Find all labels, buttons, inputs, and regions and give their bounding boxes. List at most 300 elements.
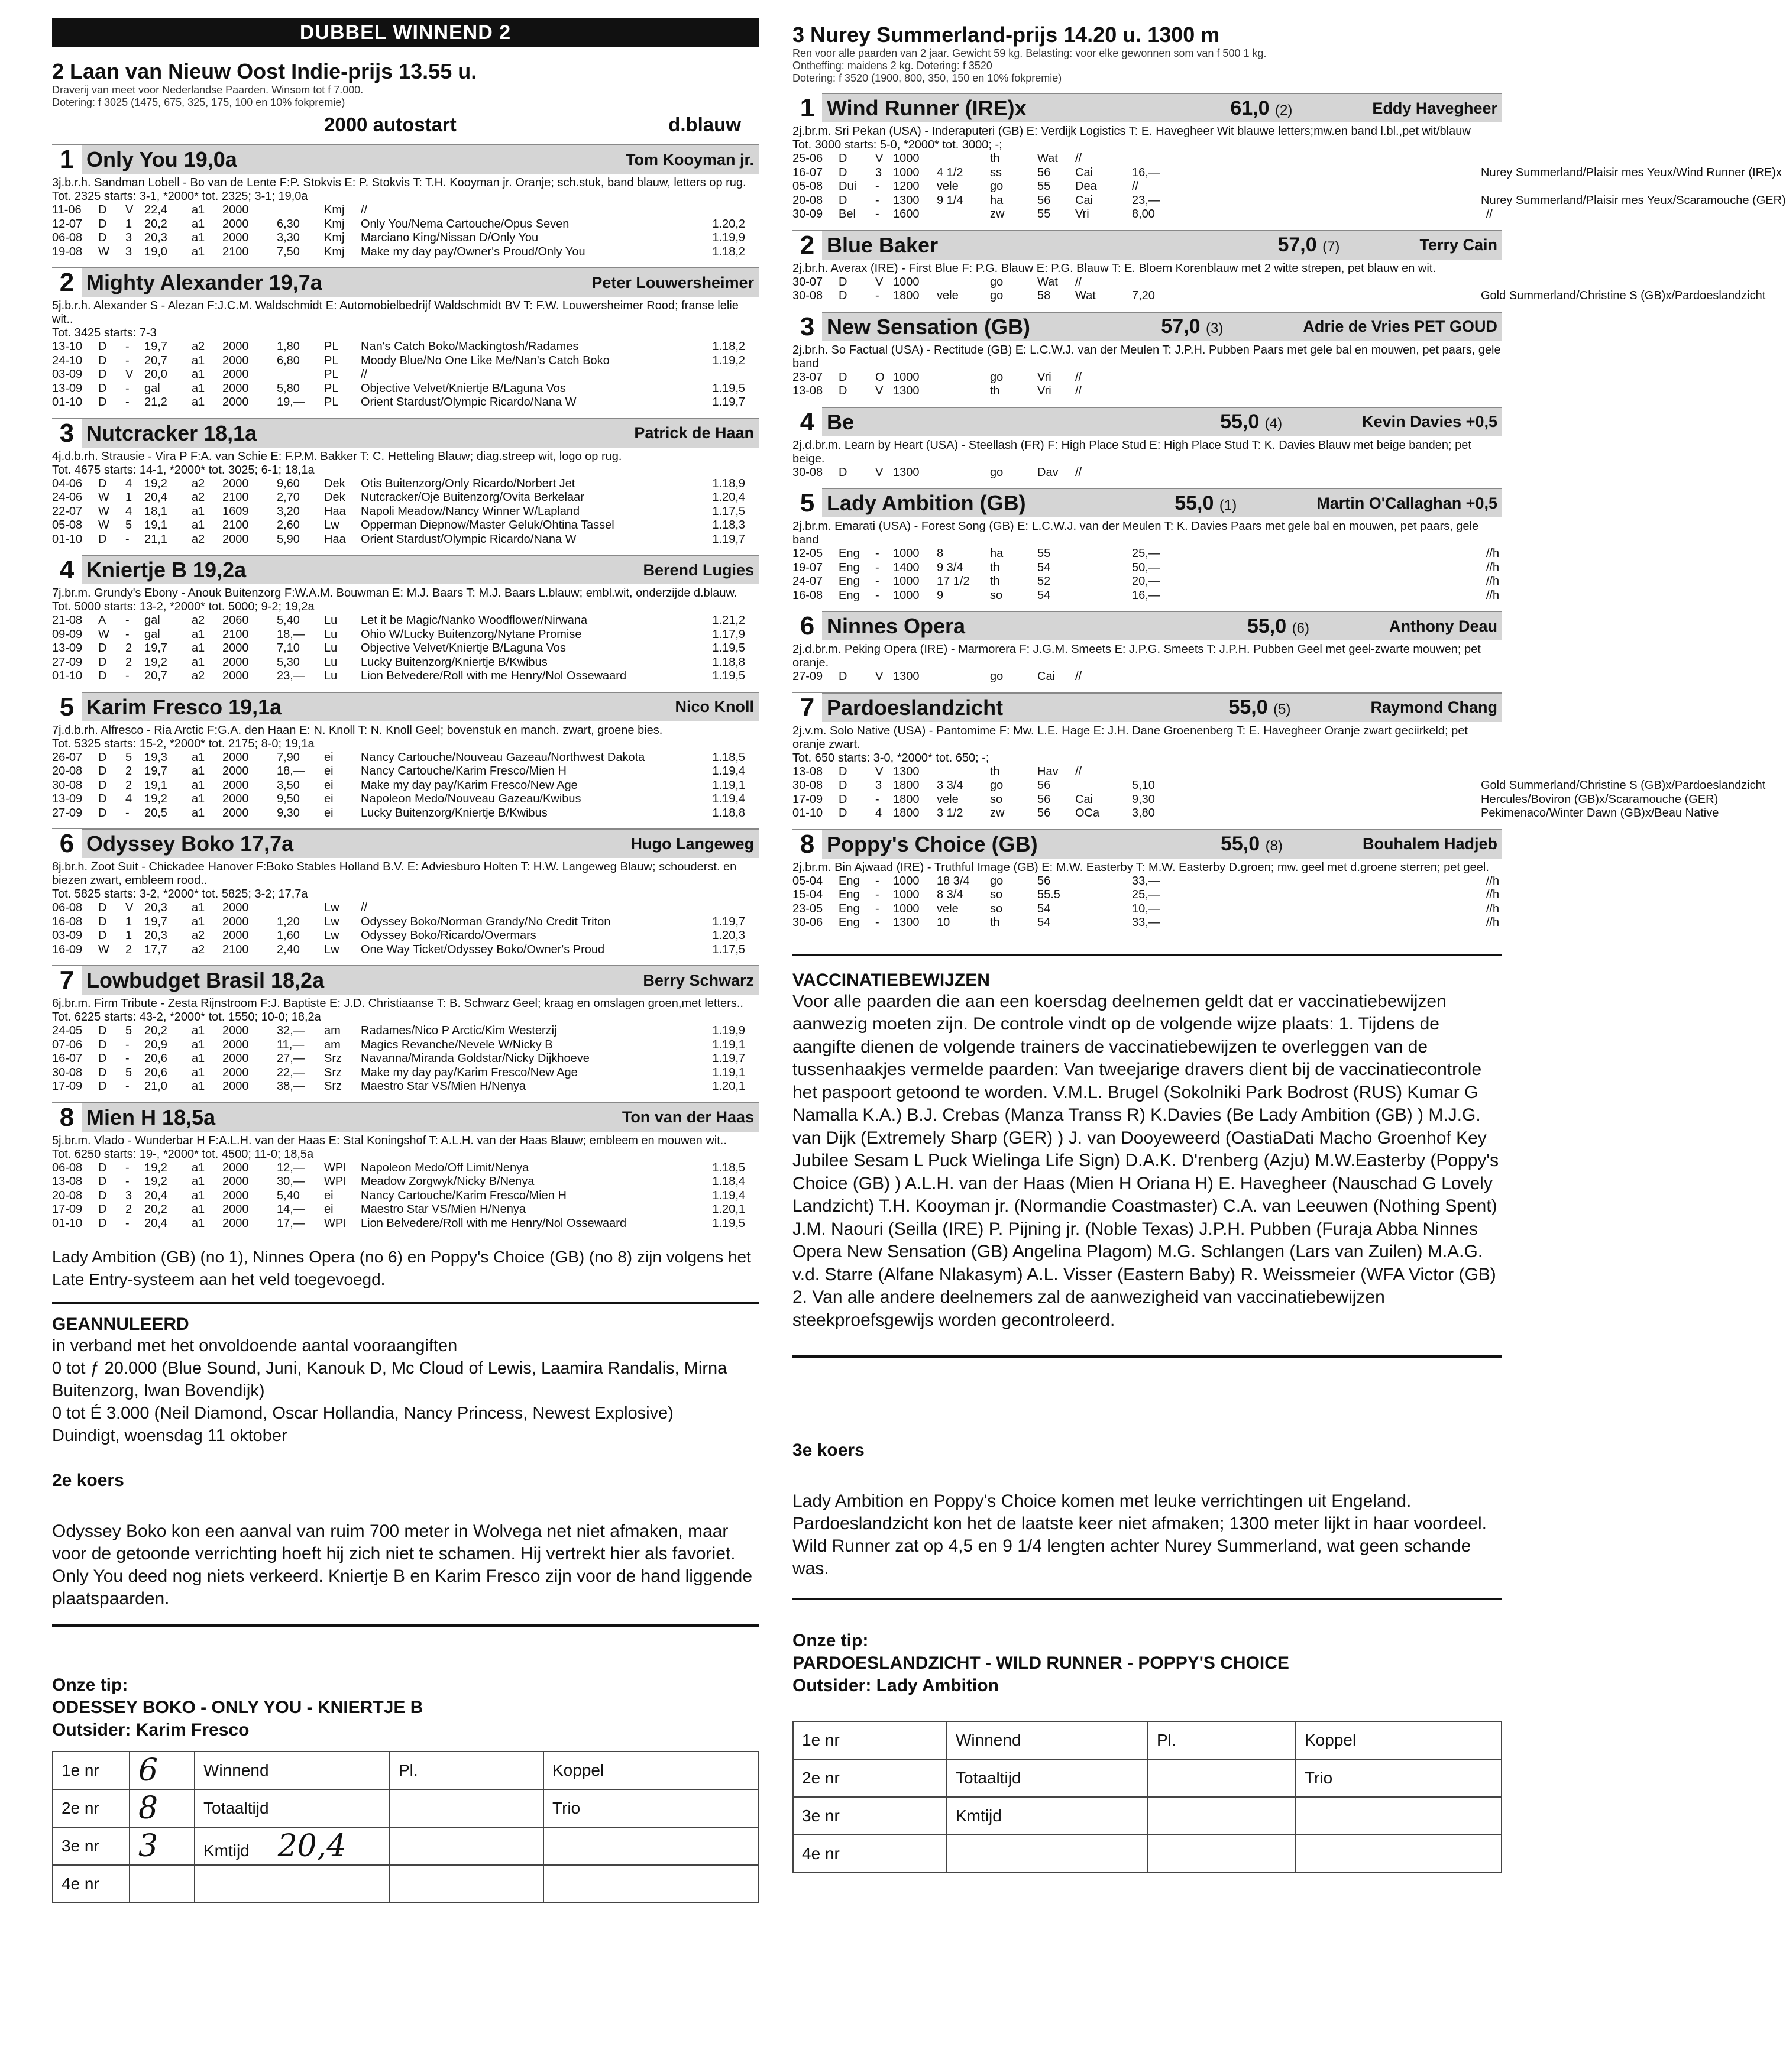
- form-cell: 20,3: [144, 901, 167, 914]
- grid-cell[interactable]: [1148, 1835, 1296, 1873]
- form-cell: 8 3/4: [937, 888, 963, 901]
- handwritten-entry[interactable]: [130, 1789, 195, 1827]
- form-cell: 19,0: [144, 245, 167, 258]
- form-row: [52, 340, 759, 354]
- form-cell: 2: [125, 655, 132, 669]
- tip-label: Onze tip:: [52, 1675, 128, 1695]
- form-cell: D: [98, 231, 107, 244]
- form-cell: 2000: [222, 368, 249, 381]
- form-cell: W: [98, 627, 109, 641]
- form-cell: 19,1: [144, 519, 167, 532]
- form-cell: 16,—: [1132, 588, 1160, 602]
- form-cell: 2000: [222, 901, 249, 914]
- form-cell: go: [990, 874, 1004, 888]
- form-cell: [692, 203, 745, 218]
- form-cell: a1: [192, 778, 205, 792]
- horse-header: [792, 230, 1502, 260]
- grid-label: 1e nr: [53, 1752, 130, 1789]
- form-cell: th: [990, 152, 1000, 165]
- form-cell: 13-08: [792, 765, 823, 778]
- form-cell: Eng: [839, 561, 860, 574]
- handwritten-entry[interactable]: [130, 1752, 195, 1789]
- form-cell: 1300: [893, 465, 920, 479]
- form-cell: 55.5: [1037, 888, 1060, 901]
- form-row: [52, 943, 759, 957]
- form-cell: 1400: [893, 561, 920, 574]
- form-cell: [1132, 765, 1481, 779]
- form-cell: D: [98, 532, 107, 546]
- form-cell: ei: [324, 1203, 334, 1216]
- grid-cell[interactable]: [390, 1827, 543, 1865]
- form-cell: V: [875, 384, 884, 397]
- form-cell: 56: [1037, 193, 1051, 207]
- form-cell: 1.18,9: [712, 477, 745, 490]
- form-row: [52, 628, 759, 642]
- horse-header: [52, 692, 759, 721]
- form-cell: 24-10: [52, 354, 83, 367]
- grid-cell[interactable]: [130, 1865, 195, 1903]
- form-cell: Gold Summerland/Christine S (GB)x/Pardoeslandzicht: [1481, 289, 1766, 302]
- form-cell: D: [98, 340, 107, 353]
- form-cell: D: [839, 807, 847, 820]
- form-cell: D: [98, 669, 107, 682]
- form-cell: Kmj: [324, 203, 345, 216]
- form-cell: 1.17,5: [712, 504, 745, 518]
- form-cell: 5: [125, 1024, 132, 1037]
- form-cell: 1.18,2: [712, 245, 745, 258]
- form-cell: 30-08: [52, 1066, 83, 1079]
- form-cell: Kmj: [324, 217, 345, 231]
- form-cell: 52: [1037, 575, 1051, 588]
- form-cell: 19,2: [144, 792, 167, 805]
- grid-label: Totaaltijd: [195, 1789, 390, 1827]
- weight-value: 55,0: [1220, 833, 1260, 855]
- form-row: [52, 477, 759, 491]
- form-cell: a1: [192, 1175, 205, 1188]
- form-cell: 20-08: [52, 765, 83, 778]
- form-cell: 32,—: [277, 1024, 305, 1037]
- form-cell: -: [125, 340, 130, 353]
- form-row: [792, 152, 1502, 166]
- form-cell: 1: [125, 915, 132, 928]
- form-cell: Pekimenaco/Winter Dawn (GB)x/Beau Native: [1481, 807, 1719, 820]
- form-cell: D: [839, 384, 847, 397]
- form-cell: [1481, 371, 1493, 385]
- form-cell: [1481, 765, 1493, 779]
- form-cell: th: [990, 916, 1000, 929]
- form-cell: Eng: [839, 902, 860, 915]
- grid-cell[interactable]: [947, 1835, 1148, 1873]
- horse-number: 2: [52, 268, 82, 297]
- form-cell: Lw: [324, 901, 339, 914]
- form-cell: 19-08: [52, 245, 83, 258]
- form-row: [792, 589, 1502, 603]
- form-cell: 1.17,9: [712, 627, 745, 641]
- form-cell: go: [990, 180, 1004, 193]
- horse-name: Lady Ambition (GB): [827, 491, 1026, 515]
- post-position: (3): [1206, 320, 1224, 336]
- form-cell: 7,10: [277, 642, 300, 655]
- horse-header: [52, 828, 759, 858]
- horse-name: Blue Baker: [827, 232, 939, 257]
- form-cell: 13-08: [52, 1175, 83, 1188]
- form-cell: 20,0: [144, 368, 167, 381]
- form-row: [52, 245, 759, 260]
- form-cell: Haa: [324, 504, 346, 518]
- form-cell: 3,50: [277, 778, 300, 792]
- form-cell: a2: [192, 477, 205, 490]
- form-row: [52, 807, 759, 821]
- koers-commentary: Lady Ambition en Poppy's Choice komen met leuke verrichtingen uit Engeland. Pardoeslandzicht kon het de laatste keer niet afmaken; 1300 meter lijkt in haar voordeel. Wild Runner zat op 4,5 en 9 1/4 lengten achter Nurey Summerland, wat geen schande was.: [792, 1491, 1487, 1578]
- form-cell: [937, 208, 990, 222]
- form-cell: a2: [192, 340, 205, 353]
- form-row: [52, 669, 759, 684]
- form-cell: 16-07: [792, 166, 823, 179]
- horse-entry: [792, 611, 1502, 684]
- horse-entry: [792, 407, 1502, 480]
- form-cell: 56: [1037, 166, 1051, 179]
- grid-cell[interactable]: [195, 1865, 390, 1903]
- form-cell: 20,2: [144, 217, 167, 231]
- horse-entry: [792, 230, 1766, 303]
- form-cell: 1.19,7: [712, 1052, 745, 1065]
- post-position: (7): [1322, 239, 1340, 255]
- form-cell: th: [990, 384, 1000, 397]
- tip-outsider: Outsider: Karim Fresco: [52, 1720, 250, 1740]
- form-cell: 30-09: [792, 208, 823, 221]
- jockey-name: Martin O'Callaghan +0,5: [1316, 494, 1497, 512]
- handwritten-number: 8: [138, 1791, 158, 1826]
- form-cell: Nan's Catch Boko/Mackingtosh/Radames: [361, 340, 579, 353]
- form-cell: 3,30: [277, 231, 300, 244]
- form-cell: Lucky Buitenzorg/Kniertje B/Kwibus: [361, 806, 548, 820]
- form-cell: -: [125, 669, 130, 682]
- grid-cell[interactable]: [543, 1827, 758, 1865]
- form-cell: 19,3: [144, 750, 167, 764]
- form-cell: Eng: [839, 888, 860, 901]
- form-cell: [937, 384, 990, 399]
- form-row: [52, 519, 759, 533]
- grid-label: 4e nr: [793, 1835, 947, 1873]
- form-cell: 1.20,4: [712, 491, 745, 504]
- handwritten-entry[interactable]: [130, 1827, 195, 1865]
- form-row: [52, 1052, 759, 1066]
- late-entry-note: Lady Ambition (GB) (no 1), Ninnes Opera (no 6) en Poppy's Choice (GB) (no 8) zijn volgens het Late Entry-systeem aan het veld toegevoegd.: [52, 1248, 751, 1288]
- form-row: [52, 231, 759, 245]
- form-row: [792, 888, 1502, 902]
- form-cell: 18 3/4: [937, 874, 970, 888]
- form-cell: D: [98, 642, 107, 655]
- form-cell: Cai: [1037, 670, 1056, 683]
- form-cell: 1.20,1: [712, 1080, 745, 1093]
- start-info: [52, 109, 759, 136]
- form-cell: so: [990, 902, 1003, 915]
- form-row: [52, 1217, 759, 1231]
- form-cell: Make my day pay/Karim Fresco/New Age: [361, 1066, 578, 1079]
- form-cell: Vri: [1037, 384, 1051, 397]
- form-row: [52, 396, 759, 410]
- form-cell: 2000: [222, 381, 249, 395]
- horse-number: 8: [52, 1103, 82, 1132]
- form-cell: Lu: [324, 669, 338, 682]
- form-cell: [1075, 561, 1132, 575]
- form-cell: 1.19,9: [712, 231, 745, 244]
- form-cell: a1: [192, 1161, 205, 1174]
- cancelled-line: Duindigt, woensdag 11 oktober: [52, 1426, 287, 1445]
- form-cell: Lu: [324, 614, 338, 627]
- horse-entry: [52, 267, 759, 410]
- form-cell: 2000: [222, 354, 249, 367]
- horse-stats: Tot. 650 starts: 3-0, *2000* tot. 650; -;: [792, 751, 989, 765]
- form-cell: W: [98, 519, 109, 532]
- horse-number: 4: [52, 555, 82, 585]
- form-cell: 1.19,1: [712, 1066, 745, 1079]
- form-cell: 54: [1037, 916, 1051, 929]
- form-cell: 2000: [222, 778, 249, 792]
- form-cell: D: [98, 750, 107, 764]
- form-cell: th: [990, 765, 1000, 778]
- form-cell: 1.20,1: [712, 1203, 745, 1216]
- form-cell: 19,2: [144, 1161, 167, 1174]
- horse-name: Only You 19,0a: [86, 147, 237, 171]
- grid-cell[interactable]: [543, 1865, 758, 1903]
- form-cell: Odyssey Boko/Norman Grandy/No Credit Triton: [361, 915, 611, 928]
- form-row: [792, 180, 1502, 194]
- jockey-name: Berry Schwarz: [643, 971, 754, 989]
- form-cell: 22,—: [277, 1066, 305, 1079]
- weight-value: 55,0: [1247, 614, 1287, 637]
- form-cell: 20,9: [144, 1038, 167, 1051]
- form-cell: 20,3: [144, 929, 167, 942]
- form-row: [52, 779, 759, 793]
- form-cell: [277, 203, 324, 218]
- form-cell: 27-09: [52, 655, 83, 669]
- grid-cell[interactable]: [1148, 1759, 1296, 1797]
- grid-cell[interactable]: [390, 1789, 543, 1827]
- form-cell: Orient Stardust/Olympic Ricardo/Nana W: [361, 396, 577, 409]
- form-cell: -: [875, 575, 879, 588]
- horse-entry: [52, 144, 759, 259]
- form-cell: D: [98, 806, 107, 820]
- form-cell: 19,1: [144, 778, 167, 792]
- form-cell: -: [875, 888, 879, 901]
- form-cell: //: [1075, 765, 1082, 778]
- form-cell: a1: [192, 750, 205, 764]
- form-cell: 1.19,5: [712, 1216, 745, 1230]
- form-cell: 2000: [222, 642, 249, 655]
- form-cell: Dui: [839, 180, 857, 193]
- form-cell: 1609: [222, 504, 249, 518]
- form-cell: D: [98, 929, 107, 942]
- horse-header: [792, 488, 1502, 517]
- form-cell: 19,7: [144, 340, 167, 353]
- horse-weight: [1220, 410, 1362, 433]
- form-cell: [1481, 276, 1493, 290]
- form-cell: V: [875, 275, 884, 289]
- form-cell: 23-05: [792, 902, 823, 915]
- form-cell: 09-09: [52, 627, 83, 641]
- form-row: [792, 208, 1502, 222]
- form-cell: -: [125, 1161, 130, 1174]
- form-cell: Vri: [1037, 370, 1051, 384]
- bet-grid: [792, 1721, 1502, 1873]
- form-row: [792, 276, 1502, 290]
- jockey-name: Raymond Chang: [1370, 698, 1497, 716]
- form-cell: 1.19,4: [712, 765, 745, 778]
- form-cell: PL: [324, 340, 339, 353]
- form-cell: 1.18,5: [712, 1161, 745, 1174]
- form-row: [52, 1161, 759, 1176]
- horse-number: 2: [792, 231, 822, 260]
- form-cell: 20,2: [144, 1024, 167, 1037]
- form-cell: 1800: [893, 289, 920, 302]
- jockey-name: Terry Cain: [1419, 236, 1497, 254]
- form-cell: Maestro Star VS/Mien H/Nenya: [361, 1080, 526, 1093]
- cancelled-title: GEANNULEERD: [52, 1315, 189, 1334]
- grid-label: 3e nr: [793, 1797, 947, 1835]
- form-row: [52, 382, 759, 396]
- horse-entry: [792, 312, 1502, 399]
- left-column: [52, 18, 759, 1903]
- form-cell: 07-06: [52, 1038, 83, 1051]
- form-cell: a1: [192, 217, 205, 231]
- form-cell: 16-08: [792, 588, 823, 602]
- vaccination-text: Voor alle paarden die aan een koersdag deelnemen geldt dat er vaccinatiebewijzen aanwezig moeten zijn. De controle vindt op de volgende wijze plaats: 1. Tijdens de aangifte dienen de volgende trainers de vaccinatiebewijzen te overleggen van de tussenhaakjes vermelde paarden: Van tweejarige dravers dient bij de vaccinatiecontrole het paspoort getoond te worden. V.M.L. Brugel (Sokolniki Park Bodrost (RUS) Kumar G Namalla K.A.) B.J. Crebas (Manza Transs R) K.Davies (Be Lady Ambition (GB) ) M.J.G. van Dijk (Extremely Sharp (GER) ) J. van Dooyeweerd (OastiaDati Macho Groenhof Key Jubilee Sesam L Puck Wielinga Life Sign) D.A.K. D'renberg (Azju) M.W.Easterby (Poppy's Choice (GB) ) A.L.H. van der Haas (Mien H Oriana H) E. Havegheer (Nauschad G Lovely Landzicht) T.H. Kooyman jr. (Normandie Coastmaster) C.A. van Leeuwen (Nothing Spent) J.M. Naouri (Seilla (IRE) P. Pijning jr. (Noble Texas) J.P.H. Pubben (Furaja Abba Ninnes Opera New Sensation (GB) Angelina Plagom) M.G. Schlangen (Lars van Zuilen) M.A.G. v.d. Starre (Alfane Nlakasym) A.L. Visser (Eastern Baby) R. Weissmeier (WFA Victor (GB) 2. Van alle andere deelnemers zal de aanwezigheid van vaccinatiebewijzen steekproefsgewijs worden gecontroleerd.: [792, 991, 1499, 1330]
- form-cell: //: [1486, 561, 1493, 574]
- form-cell: h: [1493, 547, 1500, 560]
- form-cell: 1.19,5: [712, 669, 745, 682]
- form-cell: W: [98, 504, 109, 518]
- grid-cell[interactable]: [1148, 1797, 1296, 1835]
- form-cell: 1,60: [277, 929, 300, 942]
- form-cell: 58: [1037, 289, 1051, 302]
- horse-entry: [52, 828, 759, 957]
- form-cell: //: [1486, 547, 1493, 560]
- grid-label: Pl.: [390, 1752, 543, 1789]
- form-cell: a2: [192, 929, 205, 942]
- horse-pedigree: 7j.d.b.rh. Alfresco - Ria Arctic F:G.A. den Haan E: N. Knoll T: N. Knoll Geel; bovenstuk en manch. zwart, groene bies.: [52, 723, 663, 737]
- form-cell: ss: [990, 166, 1002, 179]
- form-row: [52, 614, 759, 628]
- grid-label: Kmtijd: [947, 1797, 1148, 1835]
- form-cell: 1000: [893, 547, 920, 560]
- form-row: [52, 656, 759, 670]
- form-cell: 1000: [893, 902, 920, 915]
- form-cell: WPI: [324, 1175, 347, 1188]
- form-cell: 24-05: [52, 1024, 83, 1037]
- form-cell: Magics Revanche/Nevele W/Nicky B: [361, 1038, 553, 1051]
- form-cell: 1.19,7: [712, 532, 745, 546]
- form-cell: 5,40: [277, 614, 300, 627]
- form-cell: -: [125, 1038, 130, 1051]
- form-cell: //: [1075, 384, 1082, 397]
- form-cell: [1075, 547, 1132, 561]
- form-cell: [937, 765, 990, 779]
- form-cell: 1600: [893, 208, 920, 221]
- form-cell: D: [98, 1024, 107, 1037]
- form-cell: 1.18,2: [712, 340, 745, 353]
- divider: [792, 954, 1502, 956]
- form-cell: 1.21,2: [712, 614, 745, 627]
- horse-entry: [792, 692, 1766, 821]
- form-cell: 2100: [222, 943, 249, 956]
- form-cell: D: [98, 1080, 107, 1093]
- form-cell: //: [1486, 888, 1493, 901]
- grid-cell[interactable]: [1296, 1797, 1502, 1835]
- race-exemption: Ontheffing: maidens 2 kg. Dotering: f 3520: [792, 60, 992, 72]
- form-cell: 20,6: [144, 1052, 167, 1065]
- horse-pedigree: 8j.br.h. Zoot Suit - Chickadee Hanover F:Boko Stables Holland B.V. E: Adviesburo Holten T: H.W. Langeweg Blauw; schouderst. en biezen zwart, embleem rood..: [52, 860, 737, 887]
- form-cell: D: [98, 1203, 107, 1216]
- form-cell: D: [839, 792, 847, 806]
- grid-cell[interactable]: [390, 1865, 543, 1903]
- form-cell: Nancy Cartouche/Nouveau Gazeau/Northwest Dakota: [361, 750, 645, 764]
- form-cell: -: [125, 1080, 130, 1093]
- form-row: [52, 491, 759, 505]
- cancelled-line: 0 tot É 3.000 (Neil Diamond, Oscar Hollandia, Nancy Princess, Newest Explosive): [52, 1404, 674, 1423]
- form-cell: 19,7: [144, 765, 167, 778]
- weight-value: 55,0: [1228, 696, 1268, 718]
- jockey-name: Peter Louwersheimer: [591, 273, 754, 292]
- horse-list: [52, 144, 759, 1231]
- form-cell: 05-08: [52, 519, 83, 532]
- form-cell: 2100: [222, 245, 249, 258]
- form-cell: Let it be Magic/Nanko Woodflower/Nirwana: [361, 614, 588, 627]
- race-title: 3 Nurey Summerland-prijs 14.20 u. 1300 m: [792, 22, 1220, 47]
- form-cell: 21-08: [52, 614, 83, 627]
- form-cell: th: [990, 575, 1000, 588]
- form-cell: Srz: [324, 1080, 342, 1093]
- horse-weight: [1221, 833, 1363, 856]
- form-cell: a1: [192, 627, 205, 641]
- form-cell: 19-07: [792, 561, 823, 574]
- grid-cell[interactable]: [1296, 1835, 1502, 1873]
- form-cell: 14,—: [277, 1203, 305, 1216]
- form-cell: a2: [192, 532, 205, 546]
- form-cell: 9,50: [277, 792, 300, 805]
- form-cell: 4: [125, 477, 132, 490]
- form-cell: a1: [192, 354, 205, 367]
- form-cell: 3: [125, 245, 132, 258]
- form-cell: //: [361, 368, 368, 381]
- horse-header: [52, 267, 759, 297]
- form-cell: 3: [875, 779, 882, 792]
- horse-header: [792, 611, 1502, 640]
- form-cell: 17-09: [52, 1203, 83, 1216]
- form-cell: //: [1075, 275, 1082, 289]
- form-cell: 17 1/2: [937, 575, 970, 588]
- form-cell: 5: [125, 1066, 132, 1079]
- form-cell: 01-10: [52, 532, 83, 546]
- form-cell: go: [990, 370, 1004, 384]
- horse-number: 6: [52, 829, 82, 859]
- horse-pedigree: 5j.br.m. Vlado - Wunderbar H F:A.L.H. van der Haas E: Stal Koningshof T: A.L.H. van der Haas Blauw; embleem en mouwen wit..: [52, 1134, 727, 1147]
- form-cell: 2: [125, 778, 132, 792]
- form-cell: 01-10: [52, 396, 83, 409]
- grid-cell[interactable]: [195, 1827, 390, 1865]
- form-cell: //: [1486, 208, 1493, 221]
- form-cell: h: [1493, 902, 1500, 915]
- form-cell: a1: [192, 655, 205, 669]
- form-cell: a1: [192, 806, 205, 820]
- form-cell: V: [875, 765, 884, 778]
- form-row: [52, 203, 759, 218]
- form-cell: a1: [192, 245, 205, 258]
- form-cell: Navanna/Miranda Goldstar/Nicky Dijkhoeve: [361, 1052, 590, 1065]
- form-cell: 20,7: [144, 669, 167, 682]
- form-row: [792, 902, 1502, 917]
- form-cell: 20,6: [144, 1066, 167, 1079]
